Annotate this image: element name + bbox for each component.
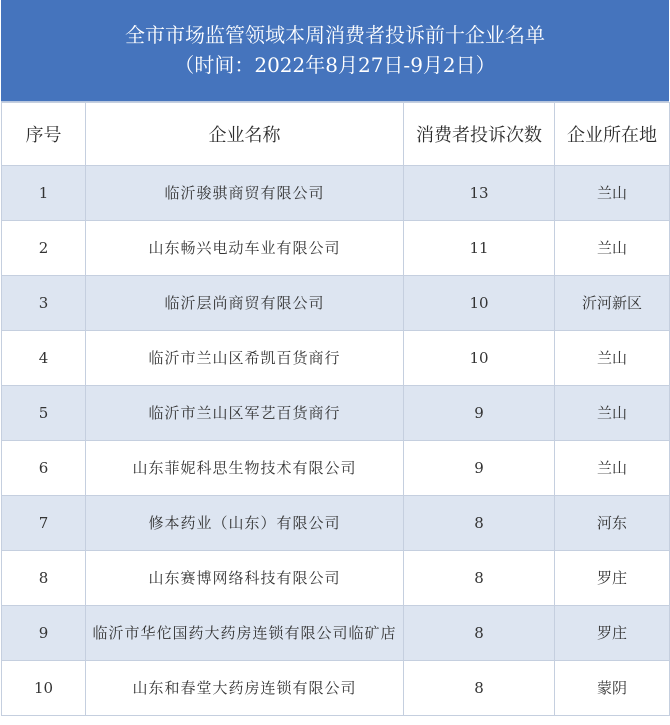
table-row xyxy=(2,331,670,386)
column-header-location: 企业所在地 xyxy=(555,103,670,166)
company-location: 兰山 xyxy=(555,331,670,386)
company-location: 兰山 xyxy=(555,441,670,496)
complaint-count: 8 xyxy=(404,661,555,716)
column-header-name: 企业名称 xyxy=(86,103,404,166)
date-range: （时间：2022年8月27日-9月2日） xyxy=(174,53,496,77)
company-name: 临沂骏骐商贸有限公司 xyxy=(86,166,404,221)
table-row xyxy=(2,386,670,441)
company-name: 山东赛博网络科技有限公司 xyxy=(86,551,404,606)
company-location: 兰山 xyxy=(555,166,670,221)
row-number: 3 xyxy=(2,276,86,331)
column-header-row xyxy=(2,103,670,166)
company-name: 临沂市兰山区希凯百货商行 xyxy=(86,331,404,386)
complaint-count: 8 xyxy=(404,606,555,661)
complaint-count: 8 xyxy=(404,496,555,551)
row-number: 2 xyxy=(2,221,86,276)
complaint-count: 9 xyxy=(404,441,555,496)
company-table xyxy=(1,102,670,716)
complaint-count: 10 xyxy=(404,276,555,331)
company-name: 山东和春堂大药房连锁有限公司 xyxy=(86,661,404,716)
row-number: 7 xyxy=(2,496,86,551)
table-row xyxy=(2,441,670,496)
complaint-count: 10 xyxy=(404,331,555,386)
row-number: 6 xyxy=(2,441,86,496)
company-location: 河东 xyxy=(555,496,670,551)
row-number: 8 xyxy=(2,551,86,606)
company-name: 山东畅兴电动车业有限公司 xyxy=(86,221,404,276)
company-location: 沂河新区 xyxy=(555,276,670,331)
column-header-no: 序号 xyxy=(2,103,86,166)
company-name: 临沂市兰山区军艺百货商行 xyxy=(86,386,404,441)
complaint-count: 8 xyxy=(404,551,555,606)
table-row xyxy=(2,606,670,661)
table-row xyxy=(2,166,670,221)
company-name: 山东菲妮科思生物技术有限公司 xyxy=(86,441,404,496)
complaint-list xyxy=(1,0,669,716)
company-name: 临沂市华佗国药大药房连锁有限公司临矿店 xyxy=(86,606,404,661)
row-number: 5 xyxy=(2,386,86,441)
company-location: 蒙阴 xyxy=(555,661,670,716)
table-row xyxy=(2,551,670,606)
company-location: 兰山 xyxy=(555,386,670,441)
company-name: 修本药业（山东）有限公司 xyxy=(86,496,404,551)
row-number: 4 xyxy=(2,331,86,386)
table-row xyxy=(2,276,670,331)
table-row xyxy=(2,496,670,551)
company-location: 兰山 xyxy=(555,221,670,276)
row-number: 10 xyxy=(2,661,86,716)
complaint-count: 9 xyxy=(404,386,555,441)
complaint-count: 11 xyxy=(404,221,555,276)
company-name: 临沂层尚商贸有限公司 xyxy=(86,276,404,331)
complaint-count: 13 xyxy=(404,166,555,221)
table-row xyxy=(2,661,670,716)
page-title: 全市市场监管领域本周消费者投诉前十企业名单 xyxy=(125,23,545,47)
company-location: 罗庄 xyxy=(555,551,670,606)
column-header-count: 消费者投诉次数 xyxy=(404,103,555,166)
row-number: 1 xyxy=(2,166,86,221)
table-header-banner xyxy=(1,0,669,102)
company-location: 罗庄 xyxy=(555,606,670,661)
row-number: 9 xyxy=(2,606,86,661)
table-row xyxy=(2,221,670,276)
